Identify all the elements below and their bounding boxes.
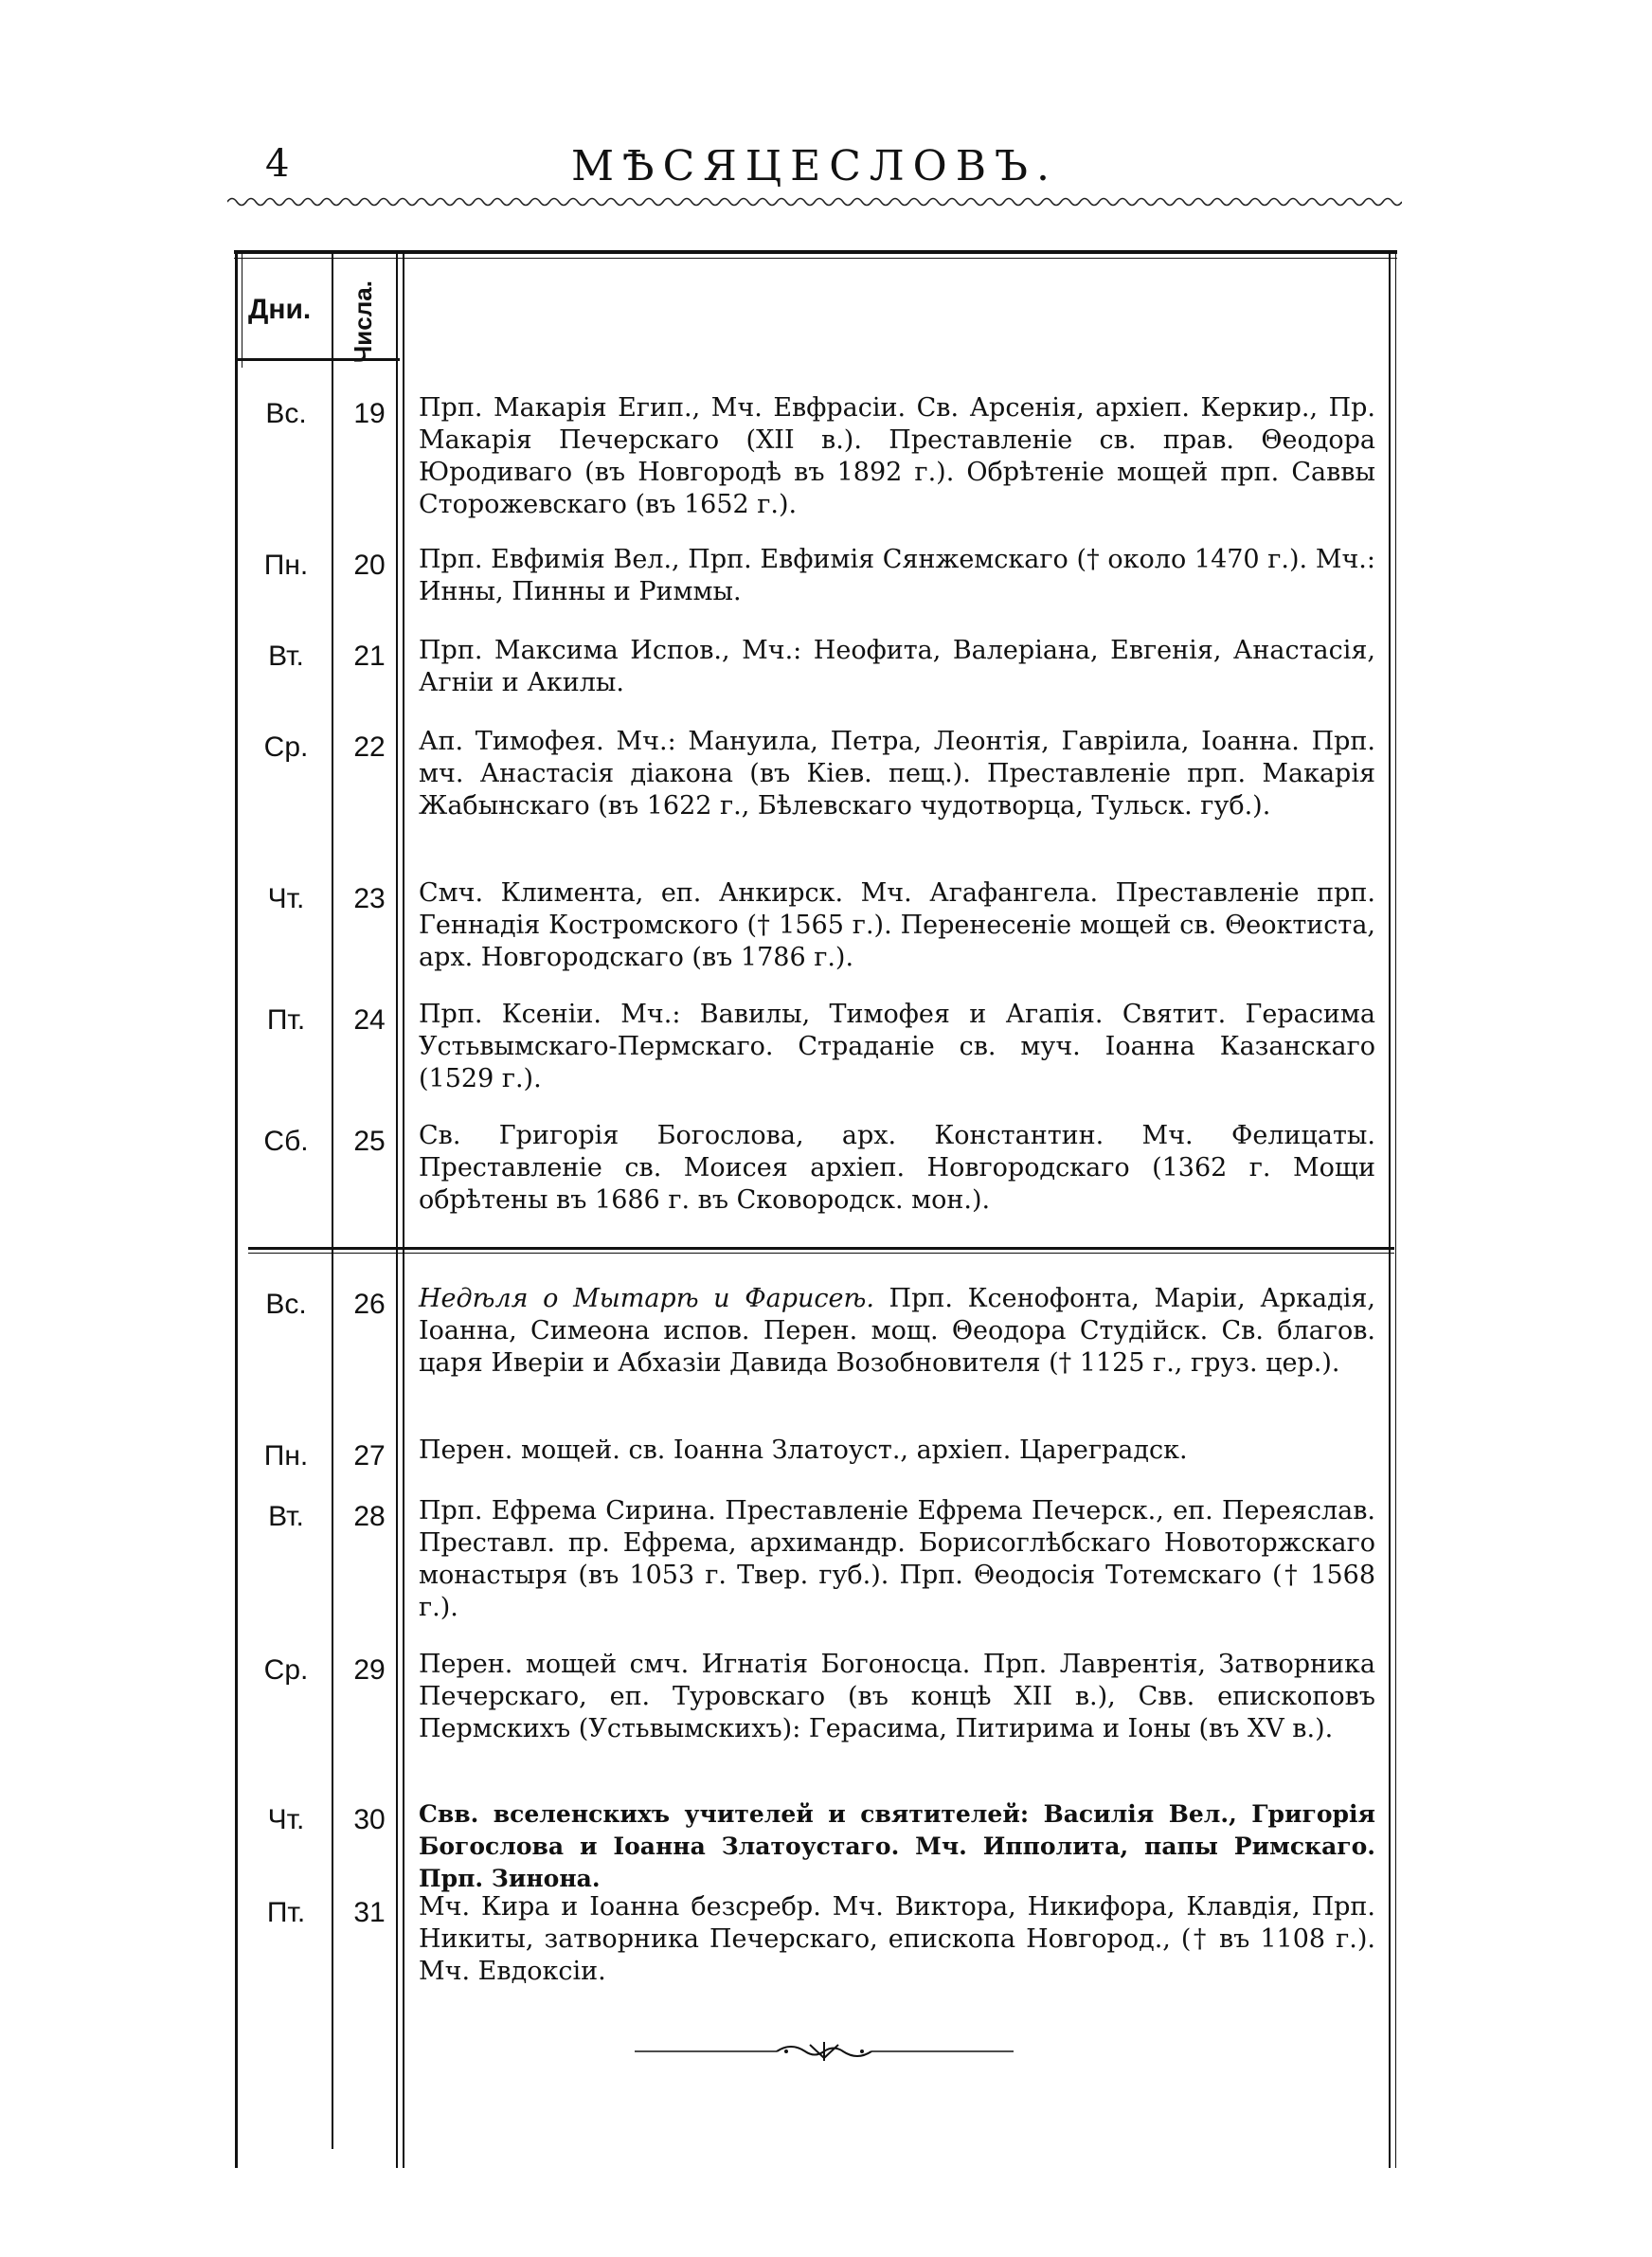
row-number: 28 [353,1501,386,1532]
row-text: Ап. Тимофея. Мч.: Мануила, Петра, Леонтія, Гавріила, Іоанна. Прп. мч. Анастасія діакона (въ Кіев. пещ.). Преставленіе прп. Макарія Жабынскаго (въ 1622 г., Бѣлевскаго чудотворца, Тульск. губ.). [419,727,1375,821]
row-text: Прп. Евфимія Вел., Прп. Евфимія Сянжемскаго († около 1470 г.). Мч.: Инны, Пинны и Риммы. [419,545,1375,606]
col-divider-1 [332,254,333,2149]
row-text: Смч. Климента, еп. Анкирск. Мч. Агафангела. Преставленіе прп. Геннадія Костромского († 1565 г.). Перенесеніе мощей св. Θеоктиста, арх. Новгородскаго (въ 1786 г.). [419,878,1375,972]
row-text: Свв. вселенскихъ учителей и святителей: Василія Вел., Григорія Богослова и Іоанна Златоустаго. Мч. Ипполита, папы Римскаго. Прп. Зинона. [419,1800,1375,1892]
sunday-title: Недѣля о Мытарѣ и Фарисеѣ. [419,1284,874,1313]
row-day: Ср. [263,1654,309,1686]
column-header-days: Дни. [248,294,312,325]
row-number: 29 [353,1654,386,1686]
ornament-divider [635,2037,1014,2066]
top-rule-thin [234,258,1397,259]
row-day: Пн. [263,1440,309,1472]
row-text: Перен. мощей смч. Игнатія Богоносца. Прп. Лаврентія, Затворника Печерскаго, еп. Туровскаго (въ концѣ XII в.), Свв. епископовъ Пермскихъ (Устьвымскихъ): Герасима, Питирима и Іоны (въ XV в.). [419,1650,1375,1743]
col-divider-2a [396,254,398,2168]
wavy-rule [227,195,1402,208]
row-text: Прп. Ефрема Сирина. Преставленіе Ефрема Печерск., еп. Переяслав. Преставл. пр. Ефрема, архимандр. Борисоглѣбскаго Новоторжскаго монастыря (въ 1053 г. Твер. губ.). Прп. Θеодосія Тотемскаго († 1568 г.). [419,1496,1375,1622]
row-text: Прп. Ксеніи. Мч.: Вавилы, Тимофея и Агапія. Святит. Герасима Устьвымскаго-Пермскаго. Страданіе св. муч. Іоанна Казанскаго (1529 г.). [419,1000,1375,1093]
row-number: 19 [353,398,386,429]
row-number: 22 [353,731,386,763]
left-border [235,254,238,2168]
row-day: Вс. [265,398,307,429]
row-text: Мч. Кира и Іоанна безсребр. Мч. Виктора, Никифора, Клавдія, Прп. Никиты, затворника Печерскаго, епископа Новгород., († въ 1108 г.). Мч. Евдоксіи. [419,1892,1375,1986]
right-border [1389,254,1391,2168]
row-text: Перен. мощей. св. Іоанна Златоуст., архіеп. Цареградск. [419,1435,1188,1465]
row-number: 23 [353,883,386,914]
col-divider-2b [403,254,404,2168]
row-number: 24 [353,1004,386,1036]
row-day: Пн. [263,550,309,581]
row-number: 26 [353,1289,386,1320]
page-number: 4 [265,142,290,186]
row-day: Чт. [267,883,305,914]
row-day: Пт. [266,1897,306,1928]
row-number: 30 [353,1804,386,1835]
row-text: Прп. Макарія Егип., Мч. Евфрасіи. Св. Арсенія, архіеп. Керкир., Пр. Макарія Печерскаго (XII в.). Преставленіе св. прав. Θеодора Юродиваго (въ Новгородѣ въ 1892 г.). Обрѣтеніе мощей прп. Саввы Сторожевскаго (въ 1652 г.). [419,393,1375,519]
row-number: 31 [353,1897,386,1928]
row-number: 27 [353,1440,386,1472]
row-text: Прп. Максима Испов., Мч.: Неофита, Валеріана, Евгенія, Анастасія, Агніи и Акилы. [419,636,1375,697]
row-number: 21 [353,641,386,672]
row-number: 25 [353,1126,386,1157]
row-day: Вс. [265,1289,307,1320]
week-separator-rule [248,1247,1394,1250]
column-header-numbers-label: Числа. [348,280,377,363]
week-separator-rule-thin [248,1253,1394,1254]
row-day: Пт. [266,1004,306,1036]
right-border-outer [1395,254,1396,2168]
row-day: Ср. [263,731,309,763]
row-number: 20 [353,550,386,581]
row-text: Св. Григорія Богослова, арх. Константин. Мч. Фелицаты. Преставленіе св. Моисея архіеп. Новгородскаго (1362 г. Мощи обрѣтены въ 1686 г. въ Сковородск. мон.). [419,1121,1375,1215]
page-header [227,142,1402,208]
row-text [419,1283,1375,1380]
top-rule [234,250,1397,254]
row-day: Вт. [268,641,304,672]
row-day: Чт. [267,1804,305,1835]
row-text-body: Прп. Ксенофонта, Маріи, Аркадія, Іоанна, Симеона испов. Перен. мощ. Θеодора Студійск. Св. благов. царя Иверіи и Абхазіи Давида Возобновителя († 1125 г., груз. цер.). [419,1284,1375,1378]
column-header-numbers [328,280,404,363]
row-day: Сб. [263,1126,309,1157]
row-day: Вт. [268,1501,304,1532]
page-title: МѢСЯЦЕСЛОВЪ. [571,142,1058,190]
